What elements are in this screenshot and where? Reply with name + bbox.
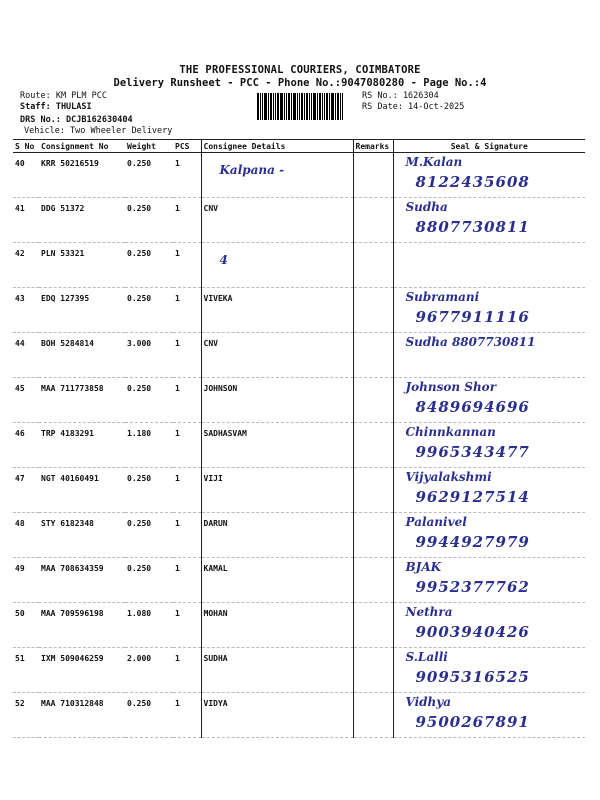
cell-consignment: MAA 708634359 [39, 558, 125, 603]
cell-signature [393, 693, 585, 738]
cell-remarks [353, 648, 393, 693]
cell-consignment: KRR 50216519 [39, 153, 125, 198]
cell-consignment: PLN 53321 [39, 243, 125, 288]
cell-consignee: SADHASVAM [201, 423, 353, 468]
cell-sno: 46 [13, 423, 39, 468]
cell-pcs: 1 [173, 513, 201, 558]
col-header-remarks: Remarks [353, 140, 393, 153]
cell-sno: 48 [13, 513, 39, 558]
cell-signature [393, 603, 585, 648]
cell-consignment: NGT 40160491 [39, 468, 125, 513]
col-header-consignee: Consignee Details [201, 140, 353, 153]
cell-consignee [201, 153, 353, 198]
signature-name: Nethra [405, 605, 453, 619]
cell-consignment: TRP 4183291 [39, 423, 125, 468]
table-row [13, 243, 585, 288]
cell-remarks [353, 153, 393, 198]
cell-weight: 0.250 [125, 513, 173, 558]
cell-consignee: VIDYA [201, 693, 353, 738]
cell-consignee: VIJI [201, 468, 353, 513]
cell-consignee: DARUN [201, 513, 353, 558]
cell-sno: 44 [13, 333, 39, 378]
cell-weight: 0.250 [125, 243, 173, 288]
cell-remarks [353, 693, 393, 738]
col-header-pcs: PCS [173, 140, 201, 153]
handwritten-consignee: Kalpana - [219, 163, 285, 177]
cell-weight: 0.250 [125, 693, 173, 738]
cell-weight: 0.250 [125, 153, 173, 198]
signature-name: BJAK [405, 560, 442, 574]
signature-phone: 9952377762 [415, 578, 530, 596]
cell-pcs: 1 [173, 558, 201, 603]
cell-sno: 49 [13, 558, 39, 603]
col-header-signature: Seal & Signature [393, 140, 585, 153]
cell-weight: 3.000 [125, 333, 173, 378]
cell-signature [393, 333, 585, 378]
rs-number: RS No.: 1626304 [362, 91, 439, 101]
cell-consignment: MAA 710312848 [39, 693, 125, 738]
route-label: Route: KM PLM PCC [20, 91, 107, 101]
signature-phone: 9500267891 [415, 713, 530, 731]
cell-sno: 47 [13, 468, 39, 513]
signature-name: Vidhya [405, 695, 452, 709]
cell-sno: 51 [13, 648, 39, 693]
table-row [13, 423, 585, 468]
cell-consignee: VIVEKA [201, 288, 353, 333]
cell-signature [393, 558, 585, 603]
cell-remarks [353, 243, 393, 288]
handwritten-consignee: 4 [219, 253, 228, 267]
cell-consignment: EDQ 127395 [39, 288, 125, 333]
cell-signature [393, 648, 585, 693]
cell-sno: 42 [13, 243, 39, 288]
cell-consignment: STY 6182348 [39, 513, 125, 558]
signature-phone: 8807730811 [415, 218, 530, 236]
cell-signature [393, 468, 585, 513]
cell-weight: 0.250 [125, 378, 173, 423]
table-row [13, 198, 585, 243]
cell-sno: 50 [13, 603, 39, 648]
signature-name: Sudha 8807730811 [405, 335, 536, 349]
cell-remarks [353, 288, 393, 333]
cell-consignment: DDG 51372 [39, 198, 125, 243]
cell-remarks [353, 558, 393, 603]
col-header-weight: Weight [125, 140, 173, 153]
cell-sno: 45 [13, 378, 39, 423]
cell-pcs: 1 [173, 378, 201, 423]
col-header-consignment: Consignment No [39, 140, 125, 153]
cell-consignment: BOH 5284814 [39, 333, 125, 378]
cell-consignment: IXM 509046259 [39, 648, 125, 693]
cell-remarks [353, 513, 393, 558]
barcode [257, 93, 355, 120]
signature-name: Subramani [405, 290, 480, 304]
cell-consignee: MOHAN [201, 603, 353, 648]
runsheet-subtitle: Delivery Runsheet - PCC - Phone No.:9047080280 - Page No.:4 [113, 77, 487, 89]
cell-signature [393, 423, 585, 468]
staff-label: Staff: THULASI [20, 102, 92, 112]
cell-pcs: 1 [173, 243, 201, 288]
cell-pcs: 1 [173, 603, 201, 648]
rs-date: RS Date: 14-Oct-2025 [362, 102, 465, 112]
table-row [13, 288, 585, 333]
cell-weight: 0.250 [125, 468, 173, 513]
cell-signature [393, 378, 585, 423]
table-row [13, 603, 585, 648]
vehicle-label: Vehicle: Two Wheeler Delivery [24, 126, 173, 136]
cell-pcs: 1 [173, 648, 201, 693]
signature-name: Vijyalakshmi [405, 470, 492, 484]
cell-signature [393, 243, 585, 288]
cell-sno: 40 [13, 153, 39, 198]
cell-weight: 0.250 [125, 558, 173, 603]
signature-name: Palanivel [405, 515, 467, 529]
cell-remarks [353, 333, 393, 378]
cell-signature [393, 513, 585, 558]
cell-remarks [353, 603, 393, 648]
table-row [13, 378, 585, 423]
table-row [13, 468, 585, 513]
cell-signature [393, 153, 585, 198]
signature-phone: 8122435608 [415, 173, 530, 191]
cell-pcs: 1 [173, 198, 201, 243]
signature-name: Sudha [405, 200, 448, 214]
company-title: THE PROFESSIONAL COURIERS, COIMBATORE [179, 64, 421, 76]
signature-phone: 9003940426 [415, 623, 530, 641]
cell-remarks [353, 468, 393, 513]
cell-sno: 52 [13, 693, 39, 738]
cell-consignee [201, 243, 353, 288]
cell-consignee: JOHNSON [201, 378, 353, 423]
cell-remarks [353, 198, 393, 243]
table-row [13, 648, 585, 693]
cell-weight: 2.000 [125, 648, 173, 693]
cell-weight: 0.250 [125, 288, 173, 333]
signature-phone: 9095316525 [415, 668, 530, 686]
cell-consignee: KAMAL [201, 558, 353, 603]
cell-weight: 1.080 [125, 603, 173, 648]
signature-phone: 9629127514 [415, 488, 530, 506]
cell-weight: 1.180 [125, 423, 173, 468]
cell-weight: 0.250 [125, 198, 173, 243]
cell-consignee: SUDHA [201, 648, 353, 693]
signature-phone: 8489694696 [415, 398, 530, 416]
cell-consignee: CNV [201, 333, 353, 378]
signature-phone: 9677911116 [415, 308, 530, 326]
signature-name: Johnson Shor [405, 380, 497, 394]
table-row [13, 693, 585, 738]
cell-consignment: MAA 709596198 [39, 603, 125, 648]
cell-pcs: 1 [173, 423, 201, 468]
cell-pcs: 1 [173, 693, 201, 738]
signature-phone: 9944927979 [415, 533, 530, 551]
cell-consignee: CNV [201, 198, 353, 243]
cell-sno: 41 [13, 198, 39, 243]
signature-name: M.Kalan [405, 155, 463, 169]
table-row [13, 558, 585, 603]
runsheet-table [13, 139, 585, 738]
signature-name: Chinnkannan [405, 425, 496, 439]
cell-signature [393, 198, 585, 243]
cell-consignment: MAA 711773858 [39, 378, 125, 423]
cell-pcs: 1 [173, 333, 201, 378]
cell-remarks [353, 378, 393, 423]
cell-pcs: 1 [173, 153, 201, 198]
table-row [13, 513, 585, 558]
cell-sno: 43 [13, 288, 39, 333]
drs-number: DRS No.: DCJB162630404 [20, 115, 133, 125]
signature-name: S.Lalli [405, 650, 448, 664]
cell-remarks [353, 423, 393, 468]
cell-pcs: 1 [173, 288, 201, 333]
table-row [13, 333, 585, 378]
table-row [13, 153, 585, 198]
table-header-row [13, 140, 585, 153]
cell-pcs: 1 [173, 468, 201, 513]
cell-signature [393, 288, 585, 333]
signature-phone: 9965343477 [415, 443, 530, 461]
col-header-sno: S No [13, 140, 39, 153]
